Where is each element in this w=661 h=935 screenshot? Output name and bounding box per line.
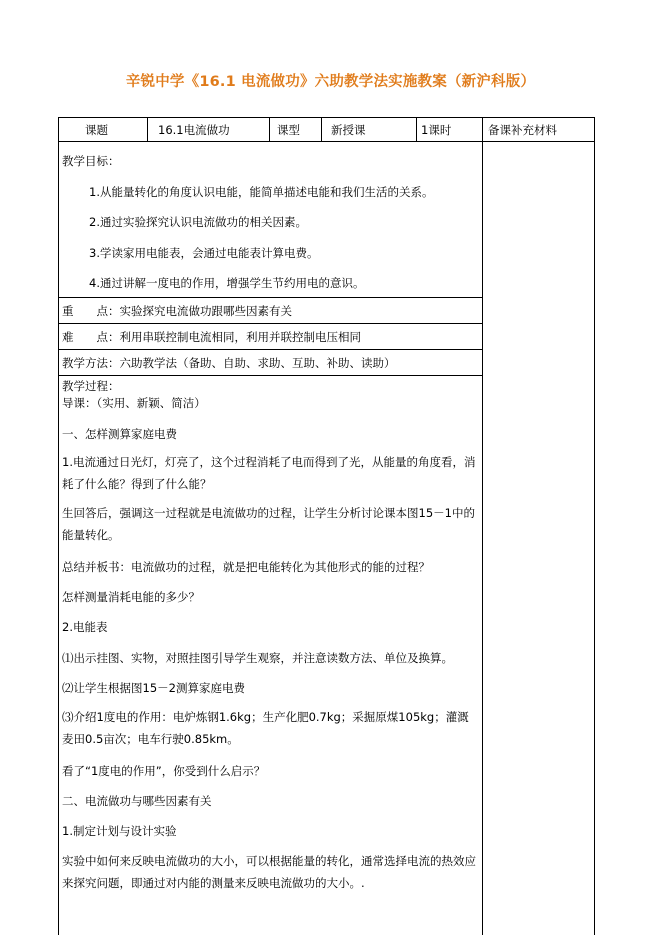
method-row-divider — [58, 375, 482, 376]
process-paragraph: 看了“1度电的作用”，你受到什么启示？ — [62, 764, 266, 778]
process-heading: 教学过程： — [62, 379, 120, 393]
teaching-method: 教学方法：六助教学法（备助、自助、求助、互助、补助、读助） — [62, 356, 396, 370]
process-paragraph: 生回答后，强调这一过程就是电流做功的过程，让学生分析讨论课本图15－1中的能量转化。 — [62, 506, 475, 542]
objective-item: 3.学读家用电能表，会通过电能表计算电费。 — [89, 246, 319, 260]
header-divider-3 — [321, 117, 322, 142]
section-heading: 二、电流做功与哪些因素有关 — [62, 794, 212, 808]
key-point: 重 点：实验探究电流做功跟哪些因素有关 — [62, 304, 292, 318]
objective-item: 4.通过讲解一度电的作用，增强学生节约用电的意识。 — [89, 276, 365, 290]
header-row-divider — [58, 141, 595, 142]
header-divider-1 — [147, 117, 148, 142]
supplementary-materials-label: 备课补充材料 — [488, 123, 557, 137]
table-border-left — [58, 117, 59, 935]
process-paragraph: 总结并板书：电流做功的过程，就是把电能转化为其他形式的能的过程？ — [62, 560, 430, 574]
process-paragraph: 2.电能表 — [62, 620, 108, 634]
process-intro: 导课：（实用、新颖、简洁） — [62, 396, 206, 410]
table-border-top — [58, 117, 595, 118]
header-divider-4 — [416, 117, 417, 142]
period-value: 1课时 — [421, 123, 452, 137]
table-border-right — [594, 117, 595, 935]
process-paragraph: ⑵让学生根据图15－2测算家庭电费 — [62, 681, 245, 695]
document-title: 辛锐中学《16.1 电流做功》六助教学法实施教案（新沪科版） — [125, 74, 536, 90]
objectives-heading: 教学目标： — [62, 154, 120, 168]
lesson-plan-table — [58, 117, 595, 935]
course-label: 课题 — [85, 123, 108, 137]
process-paragraph: 怎样测量消耗电能的多少？ — [62, 590, 200, 604]
main-column-divider — [482, 117, 483, 935]
process-paragraph: 1.制定计划与设计实验 — [62, 824, 177, 838]
objectives-row-divider — [58, 297, 482, 298]
process-paragraph: 实验中如何来反映电流做功的大小，可以根据能量的转化，通常选择电流的热效应来探究问题，即通过对内能的测量来反映电流做功的大小。. — [62, 854, 476, 890]
difficulty: 难 点：利用串联控制电流相同，利用并联控制电压相同 — [62, 330, 361, 344]
objective-item: 1.从能量转化的角度认识电能，能简单描述电能和我们生活的关系。 — [89, 185, 434, 199]
section-heading: 一、怎样测算家庭电费 — [62, 427, 177, 441]
process-paragraph: 1.电流通过日光灯，灯亮了，这个过程消耗了电而得到了光，从能量的角度看，消耗了什么能？得到了什么能？ — [62, 455, 476, 491]
type-value: 新授课 — [331, 123, 366, 137]
key-point-row-divider — [58, 323, 482, 324]
process-paragraph: ⑶介绍1度电的作用：电炉炼钢1.6kg；生产化肥0.7kg；采掘原煤105kg；灌溉麦田0.5亩次；电车行驶0.85km。 — [62, 710, 469, 746]
course-value: 16.1电流做功 — [158, 123, 230, 137]
type-label: 课型 — [277, 123, 300, 137]
header-divider-2 — [269, 117, 270, 142]
objective-item: 2.通过实验探究认识电流做功的相关因素。 — [89, 215, 307, 229]
difficulty-row-divider — [58, 349, 482, 350]
process-paragraph: ⑴出示挂图、实物，对照挂图引导学生观察，并注意读数方法、单位及换算。 — [62, 651, 453, 665]
